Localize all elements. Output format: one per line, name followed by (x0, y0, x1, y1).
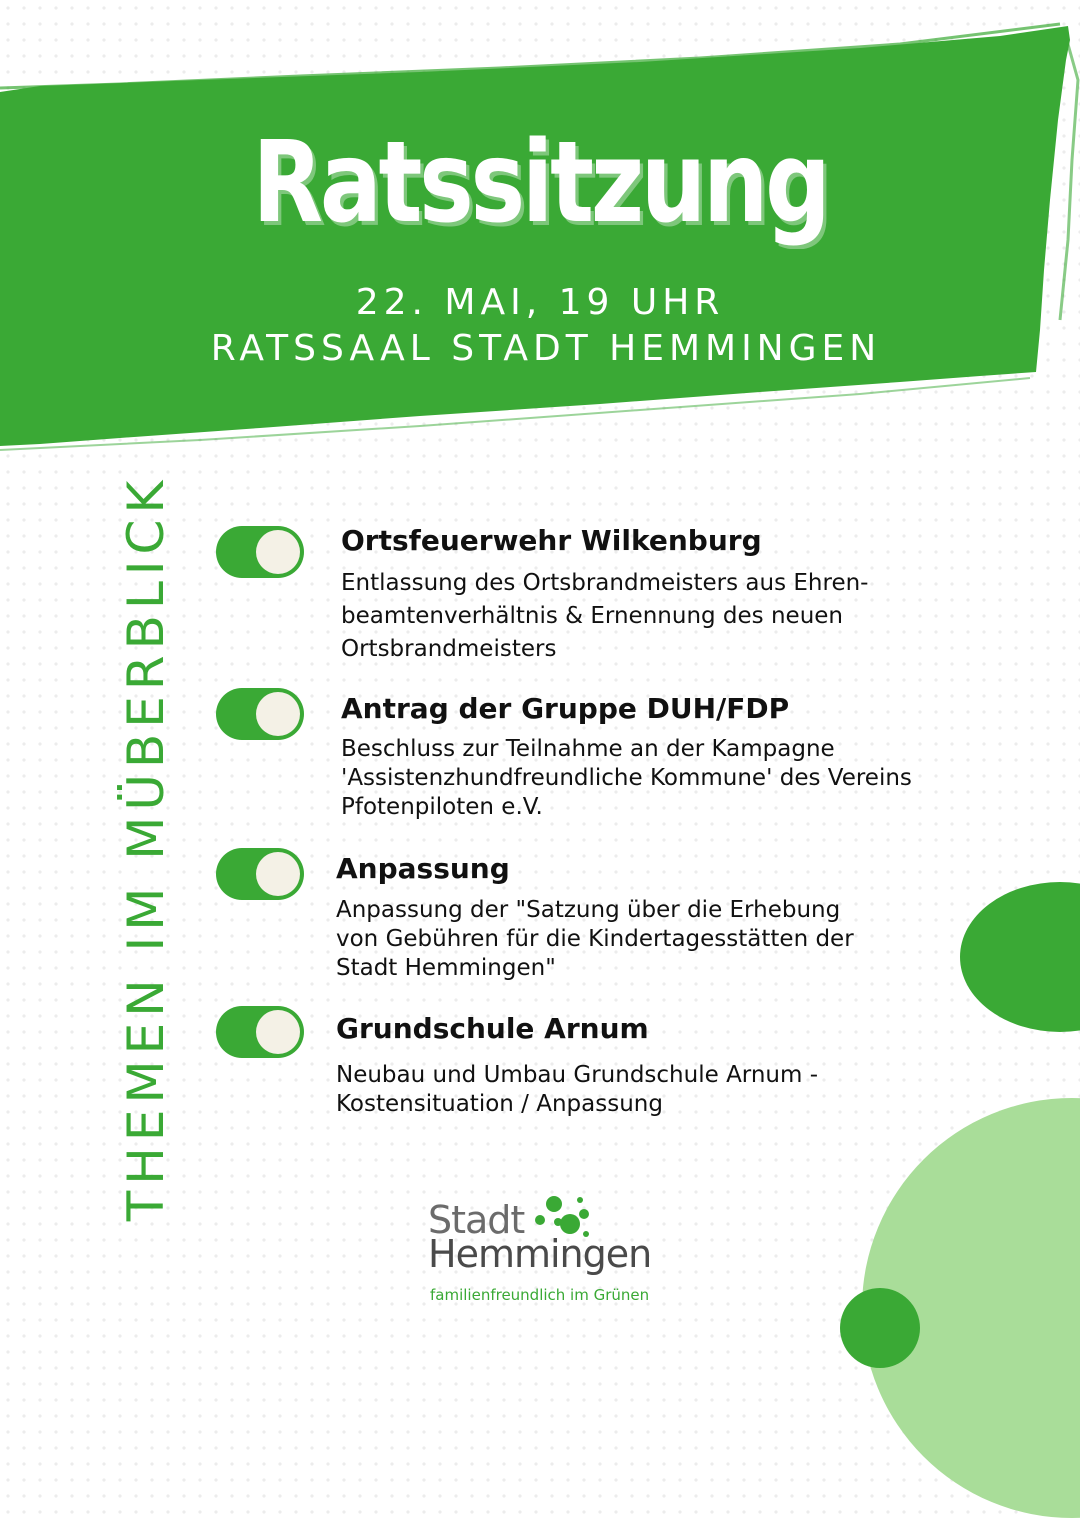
toggle-icon (216, 526, 304, 578)
item-title: Grundschule Arnum (336, 1012, 649, 1045)
logo-text-stadt: Stadt (428, 1198, 525, 1242)
toggle-knob (256, 692, 300, 736)
item-description-line: 'Assistenzhundfreundliche Kommune' des Vereins (341, 765, 912, 791)
item-title: Ortsfeuerwehr Wilkenburg (341, 524, 762, 557)
toggle-icon (216, 688, 304, 740)
decorative-circle-bottom (840, 1288, 920, 1368)
logo-text-hemmingen: Hemmingen (428, 1232, 652, 1276)
decorative-circle-right (960, 882, 1080, 1032)
side-label: THEMEN IM MÜBERBLICK (117, 474, 175, 1222)
item-description-line: Stadt Hemmingen" (336, 955, 556, 981)
item-description-line: von Gebühren für die Kindertagesstätten der (336, 926, 854, 952)
toggle-knob (256, 1010, 300, 1054)
logo-tagline: familienfreundlich im Grünen (430, 1286, 650, 1304)
toggle-knob (256, 852, 300, 896)
item-description-line: Pfotenpiloten e.V. (341, 794, 543, 820)
event-date-time: 22. MAI, 19 UHR (355, 282, 725, 323)
item-title: Antrag der Gruppe DUH/FDP (341, 692, 790, 725)
item-title: Anpassung (336, 852, 510, 885)
toggle-icon (216, 848, 304, 900)
item-description-line: Anpassung der "Satzung über die Erhebung (336, 897, 841, 923)
item-description-line: Entlassung des Ortsbrandmeisters aus Ehren- (341, 570, 869, 596)
item-description-line: beamtenverhältnis & Ernennung des neuen (341, 603, 844, 629)
item-description-line: Kostensituation / Anpassung (336, 1091, 663, 1117)
item-description-line: Neubau und Umbau Grundschule Arnum - (336, 1062, 819, 1088)
page-title: Ratssitzung (252, 118, 828, 248)
item-description-line: Beschluss zur Teilnahme an der Kampagne (341, 736, 835, 762)
item-description-line: Ortsbrandmeisters (341, 636, 557, 662)
toggle-knob (256, 530, 300, 574)
event-location: RATSSAAL STADT HEMMINGEN (210, 328, 882, 369)
city-logo (428, 1190, 668, 1310)
toggle-icon (216, 1006, 304, 1058)
